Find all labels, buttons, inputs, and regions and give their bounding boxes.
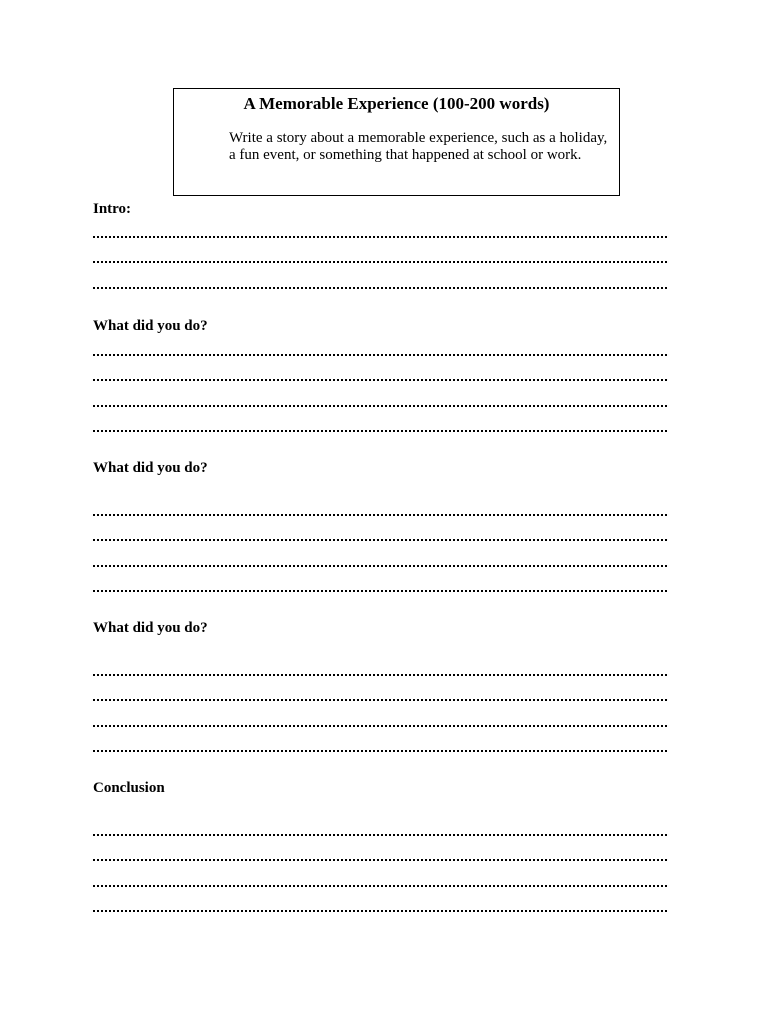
section-heading-what-did-you-do-1: What did you do? xyxy=(93,318,208,334)
writing-line[interactable] xyxy=(93,580,667,592)
writing-line[interactable] xyxy=(93,277,667,289)
writing-line[interactable] xyxy=(93,369,667,381)
writing-line[interactable] xyxy=(93,504,667,516)
section-heading-what-did-you-do-2: What did you do? xyxy=(93,460,208,476)
writing-line[interactable] xyxy=(93,420,667,432)
writing-line[interactable] xyxy=(93,900,667,912)
writing-line[interactable] xyxy=(93,875,667,887)
section-heading-conclusion: Conclusion xyxy=(93,780,165,796)
prompt-box xyxy=(173,88,620,196)
writing-line[interactable] xyxy=(93,689,667,701)
instructions-text: Write a story about a memorable experience, such as a holiday, a fun event, or something that happened at school or work. xyxy=(229,130,608,163)
writing-line[interactable] xyxy=(93,849,667,861)
section-heading-what-did-you-do-3: What did you do? xyxy=(93,620,208,636)
writing-line[interactable] xyxy=(93,824,667,836)
section-heading-intro: Intro: xyxy=(93,201,132,217)
writing-line[interactable] xyxy=(93,529,667,541)
writing-line[interactable] xyxy=(93,664,667,676)
writing-line[interactable] xyxy=(93,251,667,263)
writing-line[interactable] xyxy=(93,344,667,356)
writing-line[interactable] xyxy=(93,555,667,567)
page-title: A Memorable Experience (100-200 words) xyxy=(243,94,550,113)
writing-line[interactable] xyxy=(93,715,667,727)
writing-line[interactable] xyxy=(93,740,667,752)
writing-line[interactable] xyxy=(93,226,667,238)
writing-line[interactable] xyxy=(93,395,667,407)
